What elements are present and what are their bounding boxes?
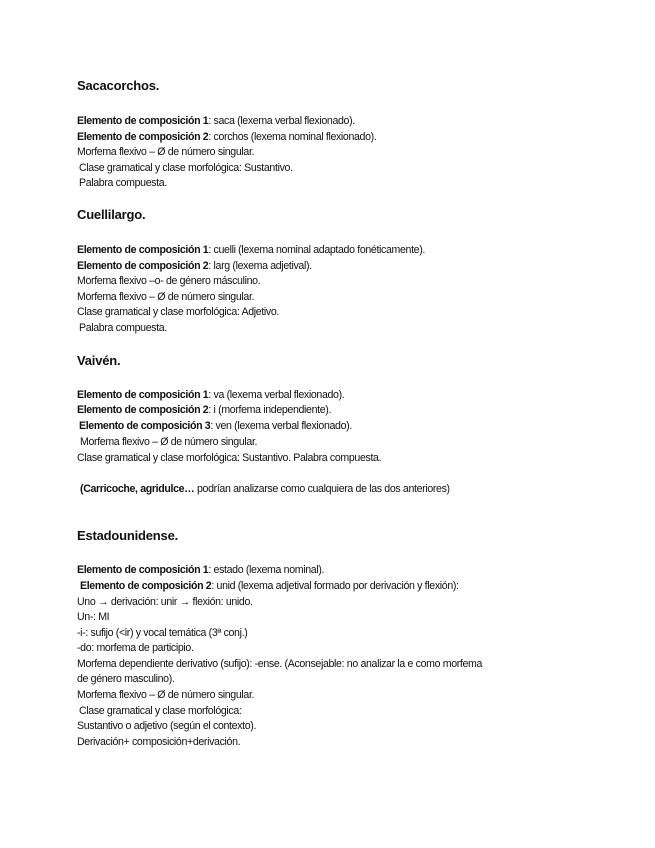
line [77, 404, 331, 416]
line [77, 564, 324, 576]
bold-label: Elemento de composición 3 [79, 420, 211, 432]
heading-estadounidense: Estadounidense. [77, 528, 179, 543]
line: Morfema flexivo – Ø de número singular. [77, 291, 255, 303]
line: Morfema flexivo –o- de género másculino. [77, 275, 261, 287]
line: -i-: sufijo (<ir) y vocal temática (3ª conj.) [77, 627, 248, 639]
bold-label: Elemento de composición 2 [77, 260, 209, 272]
bold-label: Elemento de composición 2 [77, 131, 209, 143]
bold-label: Elemento de composición 1 [77, 564, 209, 576]
bold-label: Elemento de composición 2 [77, 404, 209, 416]
heading-cuellilargo: Cuellilargo. [77, 207, 146, 222]
line: Morfema flexivo – Ø de número singular. [77, 146, 255, 158]
line-text: : va (lexema verbal flexionado). [208, 389, 345, 401]
line: Uno → derivación: unir → flexión: unido. [77, 596, 253, 608]
line: Clase gramatical y clase morfológica: Sustantivo. Palabra compuesta. [77, 452, 382, 464]
line-text: : saca (lexema verbal flexionado). [208, 115, 355, 127]
line-text: : i (morfema independiente). [208, 404, 332, 416]
line [77, 131, 376, 143]
line-text: : larg (lexema adjetival). [208, 260, 312, 272]
line-text: : unid (lexema adjetival formado por derivación y flexión): [211, 580, 459, 592]
line [77, 244, 425, 256]
note-line [80, 483, 450, 495]
line: de género masculino). [77, 673, 175, 685]
line-text: podrían analizarse como cualquiera de las dos anteriores) [194, 483, 450, 495]
line: Derivación+ composición+derivación. [77, 736, 241, 748]
heading-vaiven: Vaivén. [77, 353, 121, 368]
bold-label: Elemento de composición 1 [77, 244, 209, 256]
line-text: : ven (lexema verbal flexionado). [210, 420, 352, 432]
line: Sustantivo o adjetivo (según el contexto). [77, 720, 257, 732]
line: Clase gramatical y clase morfológica: Adjetivo. [77, 306, 279, 318]
line-text: : corchos (lexema nominal flexionado). [208, 131, 377, 143]
line [77, 260, 312, 272]
line-text: : cuelli (lexema nominal adaptado fonéticamente). [208, 244, 425, 256]
line: Palabra compuesta. [79, 177, 167, 189]
bold-label: Elemento de composición 2 [80, 580, 212, 592]
bold-label: Carricoche, agridulce… [83, 483, 195, 495]
line: Clase gramatical y clase morfológica: [79, 705, 242, 717]
line: Palabra compuesta. [79, 322, 167, 334]
line [79, 420, 352, 432]
bold-label: Elemento de composición 1 [77, 389, 209, 401]
bold-label: Elemento de composición 1 [77, 115, 209, 127]
bold-label: ( [80, 483, 84, 495]
line: Un-: MI [77, 611, 110, 623]
heading-sacacorchos: Sacacorchos. [77, 78, 160, 93]
line: Morfema flexivo – Ø de número singular. [80, 436, 258, 448]
line [77, 389, 344, 401]
line: -do: morfema de participio. [77, 642, 194, 654]
line [77, 115, 355, 127]
line-text: : estado (lexema nominal). [208, 564, 325, 576]
line [80, 580, 459, 592]
line: Clase gramatical y clase morfológica: Sustantivo. [79, 162, 293, 174]
line: Morfema dependiente derivativo (sufijo): -ense. (Aconsejable: no analizar la e como morfema [77, 658, 483, 670]
line: Morfema flexivo – Ø de número singular. [77, 689, 255, 701]
